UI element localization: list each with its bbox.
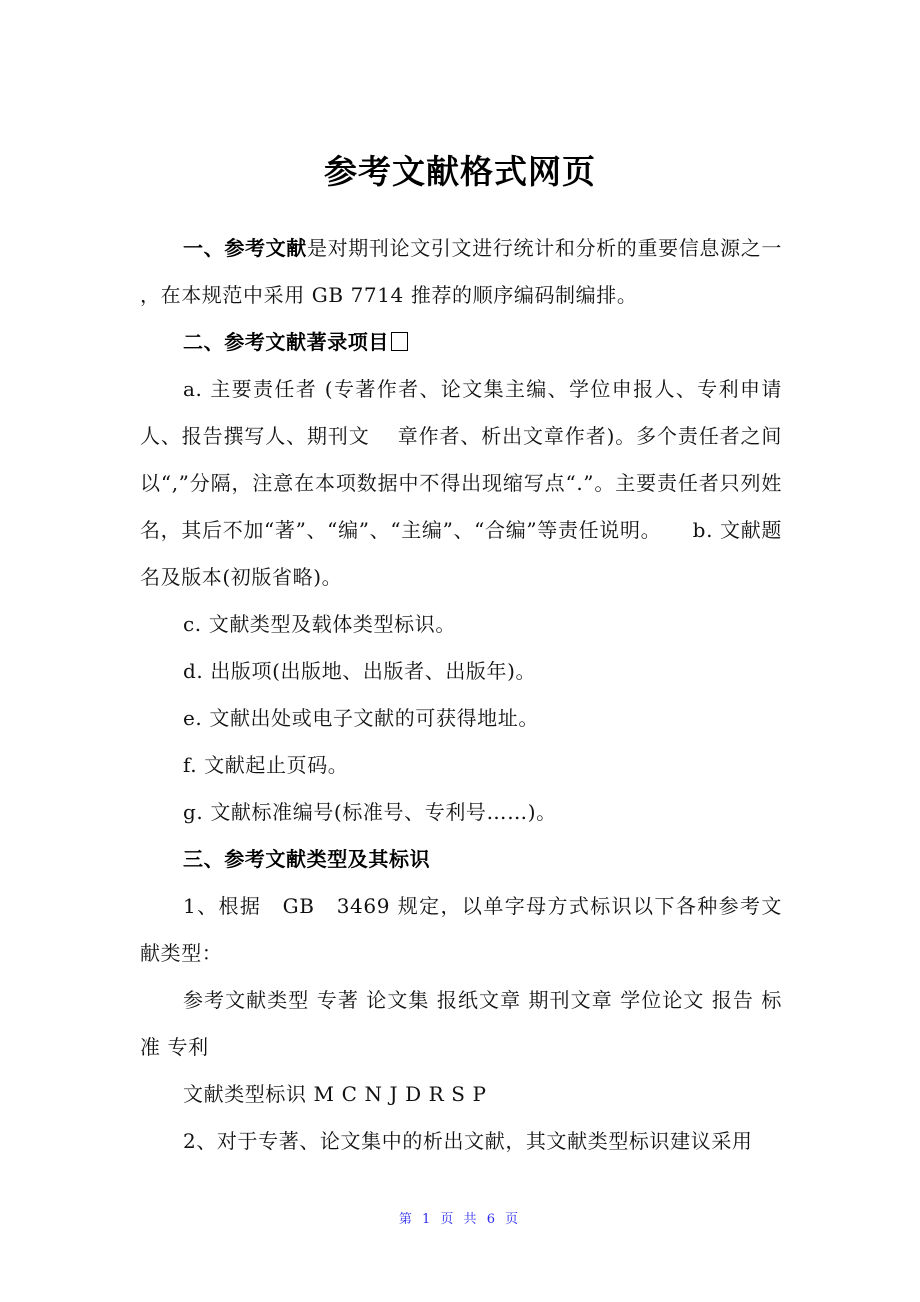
paragraph-item-a-b: a. 主要责任者 (专著作者、论文集主编、学位申报人、专利申请人、报告撰写人、期刊文 章作者、析出文章作者)。多个责任者之间以“,”分隔，注意在本项数据中不得出现缩写点“.”。主要责任者只列姓名，其后不加“著”、“编”、“主编”、“合编”等责任说明。 b. 文献题名及版本(初版省略)。	[140, 377, 782, 589]
paragraph-item-g: g. 文献标准编号(标准号、专利号……)。	[183, 800, 557, 824]
paragraph-item-f: f. 文献起止页码。	[183, 753, 349, 777]
empty-box-icon	[391, 332, 408, 351]
paragraph-rule-1: 1、根据 GB 3469 规定，以单字母方式标识以下各种参考文献类型：	[140, 894, 782, 965]
paragraph-intro	[140, 225, 782, 319]
section-2-heading: 二、参考文献著录项目	[183, 330, 389, 354]
paragraph-item-d: d. 出版项(出版地、出版者、出版年)。	[183, 659, 537, 683]
paragraph-rule-2: 2、对于专著、论文集中的析出文献，其文献类型标识建议采用	[183, 1129, 753, 1153]
paragraph-item-c: c. 文献类型及载体类型标识。	[183, 612, 456, 636]
document-title: 参考文献格式网页	[324, 152, 596, 191]
paragraph-type-codes: 文献类型标识 M C N J D R S P	[183, 1082, 487, 1106]
section-2-heading-row	[140, 319, 782, 366]
page-number-footer: 第 1 页 共 6 页	[398, 1212, 522, 1227]
document-body	[140, 225, 782, 1165]
section-3-heading: 三、参考文献类型及其标识	[183, 847, 431, 871]
section-3-heading-row	[140, 836, 782, 883]
section-1-heading: 一、参考文献	[183, 236, 307, 260]
paragraph-item-e: e. 文献出处或电子文献的可获得地址。	[183, 706, 539, 730]
paragraph-text: 是对期刊论文引文进行统计和分析的重要信息源之一 ，在本规范中采用 GB 7714 推荐的顺序编码制编排。	[140, 236, 782, 307]
paragraph-type-list: 参考文献类型 专著 论文集 报纸文章 期刊文章 学位论文 报告 标准 专利	[140, 988, 782, 1059]
